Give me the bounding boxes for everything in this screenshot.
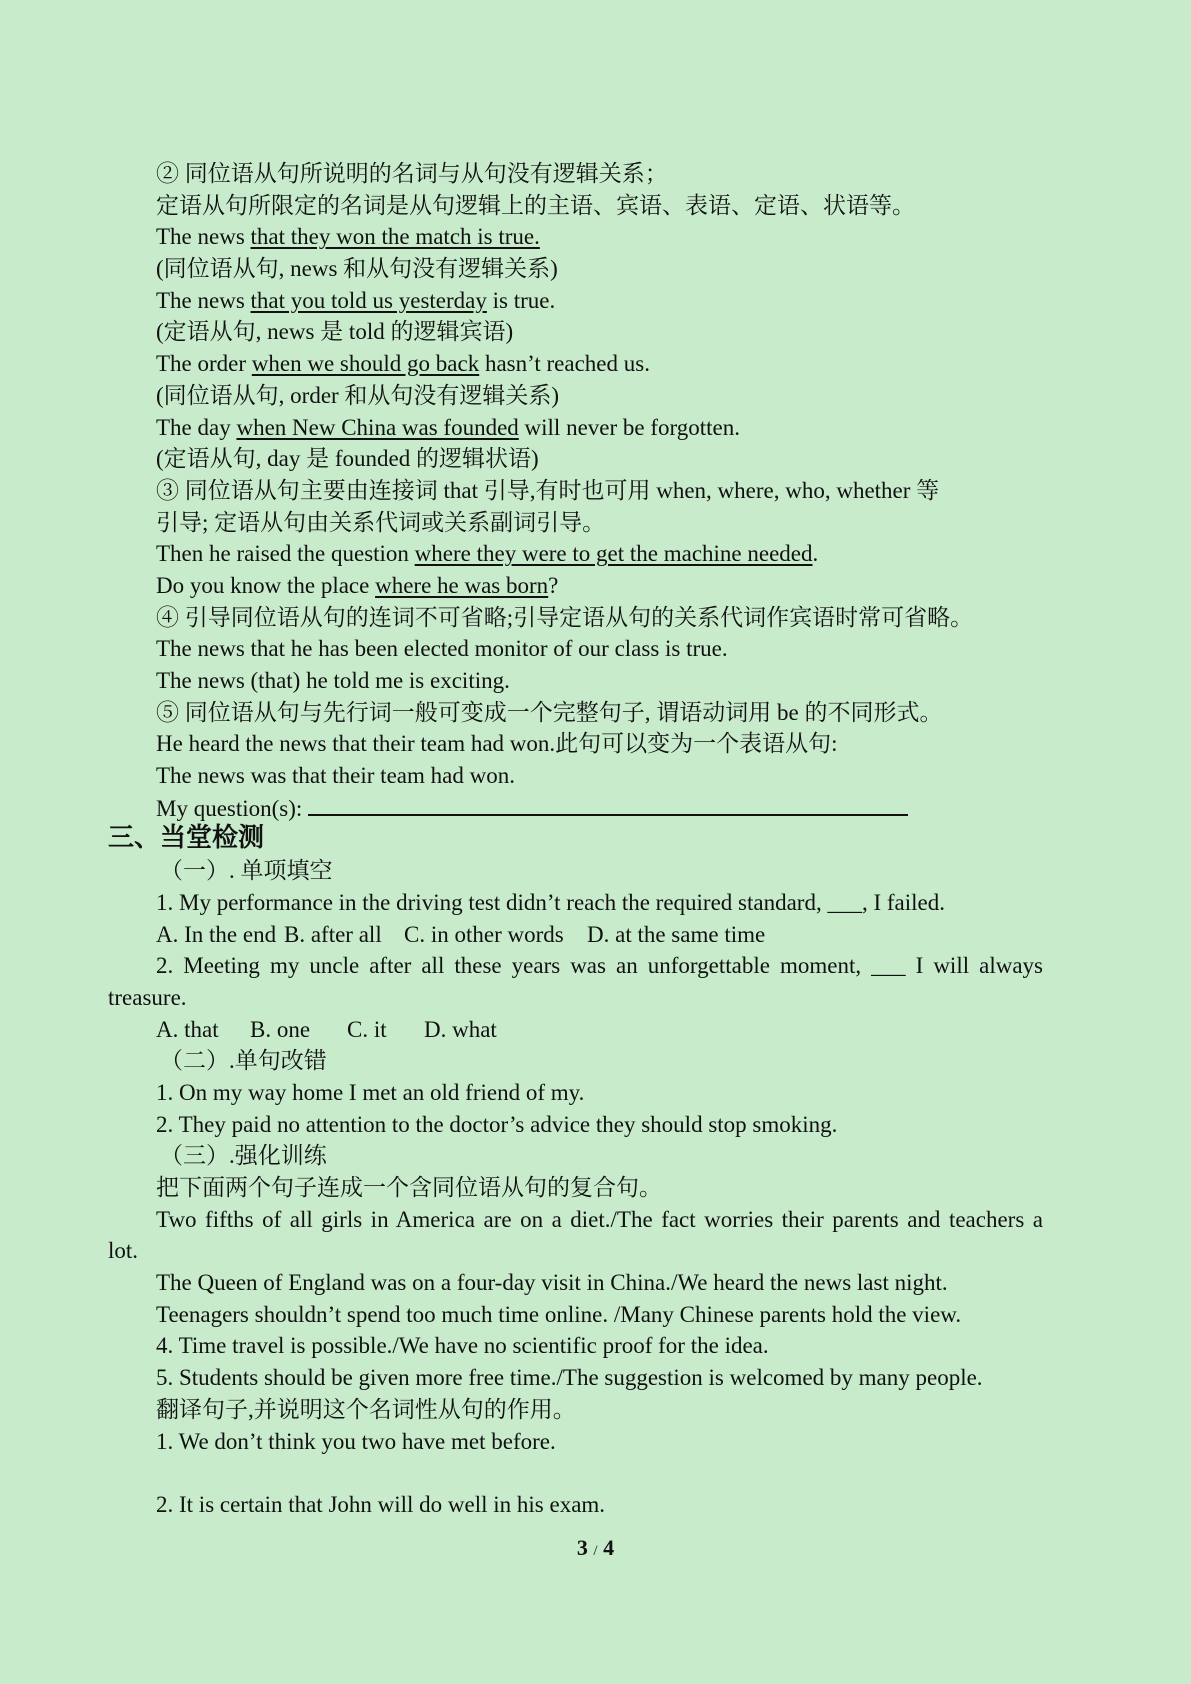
combine-item-2: The Queen of England was on a four-day visit in China./We heard the news last night. (156, 1270, 948, 1296)
underlined-clause: where he was born (375, 572, 549, 598)
underlined-clause: when New China was founded (236, 414, 519, 440)
subsection-heading: （二）.单句改错 (160, 1048, 327, 1074)
option-b: B. one (250, 1016, 311, 1042)
example-sentence (108, 221, 1043, 253)
example-note: (定语从句, day 是 founded 的逻辑状语) (156, 446, 539, 472)
translate-item-1: 1. We don’t think you two have met before. (156, 1428, 556, 1454)
point-2: ② 同位语从句所说明的名词与从句没有逻辑关系； (156, 161, 668, 186)
example-note: (同位语从句, news 和从句没有逻辑关系) (156, 256, 558, 282)
task-instruction: 翻译句子,并说明这个名词性从句的作用。 (156, 1396, 576, 1422)
underlined-clause: when we should go back (251, 351, 480, 377)
question-2: 2. Meeting my uncle after all these years was an unforgettable moment, ___ I will always (156, 953, 1043, 979)
task-instruction: 把下面两个句子连成一个含同位语从句的复合句。 (156, 1175, 662, 1200)
my-questions-label: My question(s): (156, 795, 309, 821)
combine-item-3: Teenagers shouldn’t spend too much time online. /Many Chinese parents hold the view. (156, 1301, 962, 1327)
option-b: B. after all (284, 921, 382, 947)
example-text: is true. (486, 287, 556, 313)
combine-item-4: 4. Time travel is possible./We have no scientific proof for the idea. (156, 1333, 769, 1359)
example-text: Then he raised the question (156, 541, 415, 567)
error-correction-1: 1. On my way home I met an old friend of my. (156, 1079, 585, 1105)
option-c: C. in other words (404, 921, 564, 947)
underlined-clause: that they won the match is true. (250, 224, 540, 250)
section-heading: 三、当堂检测 (108, 823, 265, 854)
example-text: will never be forgotten. (518, 414, 741, 440)
example-sentence (108, 285, 1043, 317)
example-sentence: The news (that) he told me is exciting. (156, 668, 510, 693)
point-5: ⑤ 同位语从句与先行词一般可变成一个完整句子, 谓语动词用 be 的不同形式。 (156, 699, 943, 725)
page-number (0, 1535, 1191, 1561)
example-text: The news (156, 224, 251, 250)
option-a: A. In the end (156, 921, 277, 947)
example-text: Do you know the place (156, 572, 376, 598)
question-2-continued: treasure. (108, 984, 187, 1010)
example-sentence (108, 570, 1043, 602)
example-text: ? (548, 572, 559, 598)
example-note: (同位语从句, order 和从句没有逻辑关系) (156, 382, 560, 408)
option-a: A. that (156, 1016, 219, 1042)
example-sentence: The news was that their team had won. (156, 763, 515, 789)
point-3-continued: 引导; 定语从句由关系代词或关系副词引导。 (156, 509, 606, 535)
question-1-options (108, 919, 1043, 951)
answer-blank[interactable] (308, 792, 908, 816)
option-c: C. it (347, 1016, 387, 1042)
example-note: (定语从句, news 是 told 的逻辑宾语) (156, 319, 514, 345)
page-content (108, 158, 1043, 1521)
my-questions-line (108, 792, 1043, 824)
current-page: 3 (576, 1535, 588, 1560)
example-text: The day (156, 414, 237, 440)
example-sentence (108, 412, 1043, 444)
underlined-clause: that you told us yesterday (250, 287, 487, 313)
option-d: D. what (424, 1016, 497, 1042)
subsection-heading: （三）.强化训练 (160, 1143, 327, 1169)
error-correction-2: 2. They paid no attention to the doctor’s advice they should stop smoking. (156, 1111, 838, 1137)
example-text: The order (156, 351, 252, 377)
total-pages: 4 (603, 1535, 615, 1560)
option-d: D. at the same time (587, 921, 766, 947)
point-3: ③ 同位语从句主要由连接词 that 引导,有时也可用 when, where, who, whether 等 (156, 477, 940, 503)
underlined-clause: where they were to get the machine needed (414, 541, 813, 567)
answer-space[interactable] (108, 1457, 1043, 1489)
combine-item-1-continued: lot. (108, 1238, 139, 1264)
translate-item-2: 2. It is certain that John will do well in his exam. (156, 1491, 606, 1517)
example-sentence (108, 348, 1043, 380)
example-sentence (108, 538, 1043, 570)
question-2-options (108, 1014, 1043, 1046)
combine-item-5: 5. Students should be given more free time./The suggestion is welcomed by many people. (156, 1365, 983, 1391)
example-sentence: He heard the news that their team had won.此句可以变为一个表语从句: (156, 731, 838, 757)
point-4: ④ 引导同位语从句的连词不可省略;引导定语从句的关系代词作宾语时常可省略。 (156, 604, 974, 630)
example-sentence: The news that he has been elected monitor of our class is true. (156, 636, 728, 662)
point-2-detail: 定语从句所限定的名词是从句逻辑上的主语、宾语、表语、定语、状语等。 (156, 192, 915, 218)
example-text: . (812, 541, 819, 567)
page-separator: / (593, 1543, 598, 1559)
example-text: hasn’t reached us. (479, 351, 650, 377)
combine-item-1: Two fifths of all girls in America are on a diet./The fact worries their parents and teachers a (156, 1206, 1043, 1232)
example-text: The news (156, 287, 251, 313)
subsection-heading: （一）. 单项填空 (160, 858, 333, 884)
question-1: 1. My performance in the driving test didn’t reach the required standard, ___, I failed. (156, 889, 945, 915)
